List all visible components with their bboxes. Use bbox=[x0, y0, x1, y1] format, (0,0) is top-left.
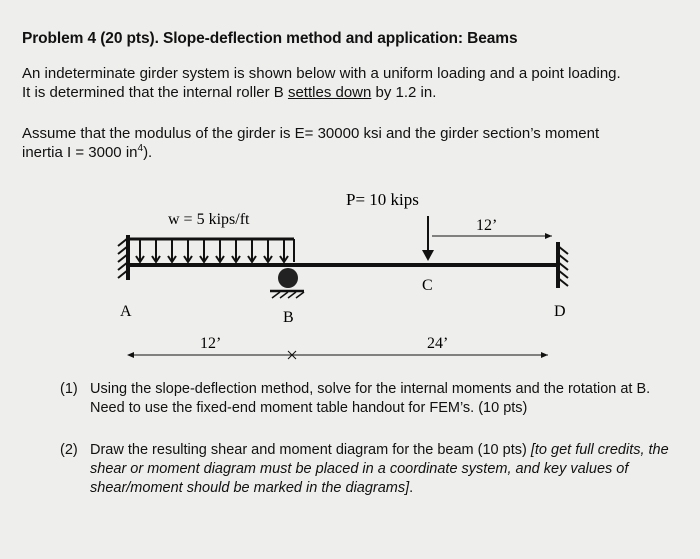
question-2 bbox=[60, 441, 670, 496]
point-load-label: P= 10 kips bbox=[346, 190, 419, 209]
node-a-label: A bbox=[120, 303, 132, 320]
node-c-label: C bbox=[422, 277, 433, 294]
intro-line-2-start: It is determined that the internal roller B bbox=[22, 84, 288, 101]
question-1 bbox=[60, 380, 670, 416]
assumption-line-1: Assume that the modulus of the girder is E= 30000 ksi and the girder section’s moment bbox=[22, 125, 600, 142]
inertia-exponent: 4 bbox=[137, 143, 144, 154]
question-1-number: (1) bbox=[60, 381, 78, 397]
intro-line-1: An indeterminate girder system is shown below with a uniform loading and a point loading. bbox=[22, 65, 621, 82]
settles-down-text: settles down bbox=[287, 84, 372, 101]
problem-title: Problem 4 (20 pts). Slope-deflection method and application: Beams bbox=[22, 30, 518, 47]
question-1-text: Using the slope-deflection method, solve for the internal moments and the rotation at B. Need to use the fixed-end moment table handout for FEM’s. (10 pts) bbox=[90, 381, 651, 416]
dimension-c-d-label: 12’ bbox=[476, 217, 498, 234]
question-2-number: (2) bbox=[60, 442, 78, 458]
node-d-label: D bbox=[554, 303, 566, 320]
dimension-a-b-label: 12’ bbox=[200, 335, 222, 352]
question-2-plain: Draw the resulting shear and moment diagram for the beam (10 pts) bbox=[90, 442, 531, 458]
dimension-b-d-label: 24’ bbox=[427, 335, 449, 352]
beam-diagram bbox=[0, 180, 700, 380]
fixed-support-a bbox=[118, 235, 128, 280]
question-2-end: . bbox=[409, 480, 414, 496]
question-2-text bbox=[90, 441, 672, 498]
distributed-load bbox=[130, 239, 294, 262]
assumption-line-2 bbox=[22, 143, 672, 162]
assumption-paragraph bbox=[22, 124, 672, 162]
distributed-load-label: w = 5 kips/ft bbox=[168, 211, 250, 228]
fixed-support-d bbox=[558, 242, 568, 288]
point-load-arrow bbox=[422, 216, 434, 261]
question-2-italic: [to get full credits, the shear or moment diagram must be placed in a coordinate system, and key values of shear/moment should be marked in the diagrams] bbox=[90, 442, 669, 496]
intro-paragraph bbox=[22, 64, 672, 102]
roller-support-b bbox=[270, 268, 304, 298]
inertia-text: inertia I = 3000 in bbox=[22, 144, 138, 161]
inertia-text-end: ). bbox=[143, 144, 153, 161]
intro-line-2-end: by 1.2 in. bbox=[371, 84, 437, 101]
intro-line-2 bbox=[22, 83, 672, 102]
node-b-label: B bbox=[283, 309, 294, 326]
